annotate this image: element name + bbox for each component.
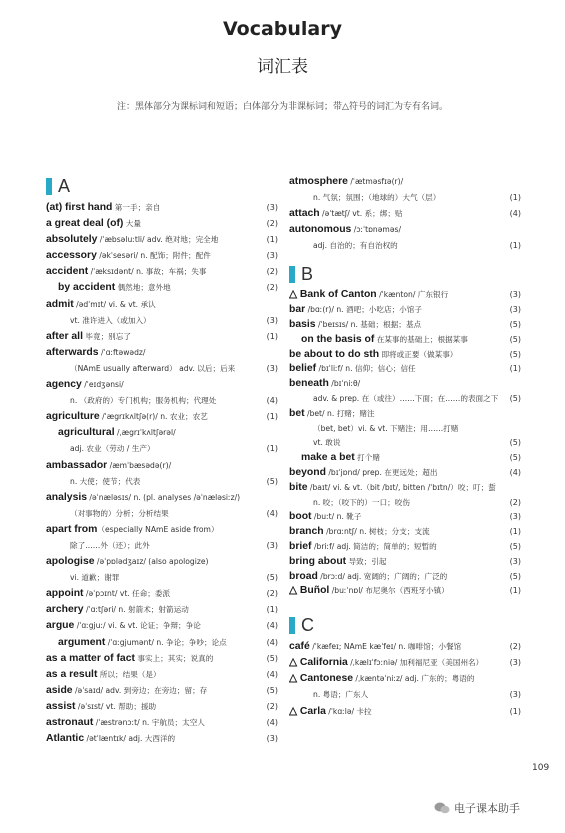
entry-definition: /brɑːntʃ/ n. 树枝；分支；支流 (323, 527, 430, 537)
entry-headword: attach (289, 208, 320, 220)
section-header-a (46, 176, 278, 196)
section-letter: C (301, 614, 314, 635)
entry-definition: n. 大使；使节；代表 (70, 476, 141, 486)
entry-unit: (5) (509, 320, 521, 330)
entry-unit: (2) (509, 642, 521, 652)
entry-unit: (1) (509, 586, 521, 596)
entry-unit: (3) (266, 363, 278, 373)
entry-unit: (3) (509, 556, 521, 566)
entry-headword: beneath (289, 378, 329, 390)
entry-headword: (at) first hand (46, 202, 113, 213)
entry-unit: (1) (509, 527, 521, 537)
entry-headword: on the basis of (301, 333, 375, 345)
entry-headword: autonomous (289, 224, 352, 236)
section-marker-icon (46, 178, 52, 195)
entry-unit: (1) (509, 364, 521, 374)
entry-definition: 事实上；其实；说真的 (134, 653, 214, 663)
entry-headword: △ California (289, 657, 348, 669)
entry-unit: (1) (266, 605, 278, 615)
entry-definition: /ˈkɑːlə/ 卡拉 (325, 706, 372, 716)
vocab-entry (289, 288, 521, 303)
vocab-entry (46, 715, 278, 731)
entry-headword: agriculture (46, 411, 100, 423)
entry-unit: (2) (266, 219, 278, 229)
vocab-entry (289, 555, 521, 570)
entry-definition: /ˈæksɪdənt/ n. 事故；车祸；失事 (88, 267, 207, 277)
entry-unit: (1) (266, 235, 278, 245)
vocab-entry (46, 232, 278, 248)
vocab-entry (289, 639, 521, 655)
entry-headword: beyond (289, 467, 326, 479)
entry-unit: (4) (266, 396, 278, 406)
entry-definition: /ˈɑːtʃəri/ n. 射箭术；射箭运动 (83, 605, 189, 615)
entry-headword: café (289, 641, 310, 653)
entry-unit: (3) (266, 315, 278, 325)
entry-definition: /briːf/ adj. 简洁的；简单的；短暂的 (311, 542, 437, 552)
vocab-entry (46, 377, 278, 393)
vocab-entry (46, 361, 278, 377)
entry-list-b (289, 288, 521, 599)
entry-definition: /ədˈmɪt/ vi. & vt. 承认 (73, 299, 156, 309)
entry-definition: /əˈsɪst/ vt. 帮助；援助 (75, 701, 157, 711)
entry-definition: （NAmE usually afterward） adv. 以后；后来 (70, 363, 236, 373)
entry-headword: appoint (46, 588, 84, 600)
entry-headword: ambassador (46, 459, 108, 471)
vocab-entry (46, 474, 278, 490)
entry-unit: (5) (509, 334, 521, 344)
vocab-entry (46, 570, 278, 586)
entry-headword: apologise (46, 556, 95, 568)
entry-definition: /ɔːˈtɒnəməs/ (351, 225, 401, 235)
entry-unit: (3) (266, 734, 278, 744)
entry-unit: (5) (266, 653, 278, 663)
entry-headword: admit (46, 298, 74, 310)
entry-definition: （bet, bet）vi. & vt. 下赌注；用……打赌 (313, 423, 459, 433)
entry-unit: (3) (509, 305, 521, 315)
wechat-icon (434, 802, 450, 814)
entry-list-a-continued (289, 174, 521, 254)
entry-definition: 打个赌 (354, 453, 380, 463)
entry-headword: argument (58, 636, 106, 648)
entry-definition: vi. 道歉；谢罪 (70, 573, 120, 583)
vocab-entry (46, 216, 278, 232)
entry-definition: /ˈæbsəluːtli/ adv. 绝对地；完全地 (97, 235, 219, 245)
vocab-entry (46, 651, 278, 667)
section-marker-icon (289, 266, 295, 283)
entry-definition: n. 咬；（咬下的）一口；咬伤 (313, 497, 410, 507)
entry-definition: adj. 农业（劳动 / 生产） (70, 444, 155, 454)
left-column (46, 176, 278, 747)
vocab-entry (46, 458, 278, 474)
entry-headword: as a result (46, 668, 98, 680)
entry-definition: /æmˈbæsədə(r)/ (107, 460, 172, 470)
entry-definition: /əˈnæləsɪs/ n. (pl. analyses /əˈnæləsiːz/) (87, 492, 241, 502)
watermark-text: 电子课本助手 (454, 802, 520, 815)
entry-definition: /bɪˈniːθ/ (328, 379, 361, 389)
entry-headword: △ Buñol (289, 585, 330, 597)
entry-definition: /ˈbeɪsɪs/ n. 基础；根据；基点 (315, 320, 422, 330)
entry-unit: (5) (509, 542, 521, 552)
vocab-entry (289, 422, 521, 437)
entry-headword: as a matter of fact (46, 652, 135, 664)
entry-headword: agency (46, 379, 82, 391)
entry-definition: （对事物的）分析；分析结果 (70, 508, 169, 518)
vocab-entry (46, 554, 278, 570)
entry-unit: (2) (266, 267, 278, 277)
section-header-c (289, 615, 521, 635)
entry-headword: assist (46, 700, 76, 712)
entry-unit: (4) (509, 468, 521, 478)
entry-unit: (3) (266, 203, 278, 212)
vocab-entry (289, 671, 521, 687)
vocab-entry (289, 525, 521, 540)
entry-definition: /baɪt/ vi. & vt.（bit /bɪt/, bitten /ˈbɪtn/）咬；叮；蜇 (307, 482, 496, 492)
page-subtitle: 词汇表 (257, 57, 308, 77)
entry-definition: 导致；引起 (346, 556, 387, 566)
vocab-entry (289, 190, 521, 206)
vocab-entry (289, 655, 521, 671)
vocab-entry (289, 238, 521, 254)
vocab-entry (46, 618, 278, 634)
entry-definition: 所以；结果（是） (97, 669, 161, 679)
vocab-entry (289, 392, 521, 407)
vocab-entry (289, 206, 521, 222)
entry-unit: (2) (266, 701, 278, 711)
entry-definition: /əˈtætʃ/ vt. 系；绑；贴 (319, 209, 403, 219)
entry-headword: △ Bank of Canton (289, 289, 377, 301)
entry-unit: (1) (266, 331, 278, 341)
section-letter: A (58, 175, 71, 196)
entry-unit: (4) (266, 718, 278, 727)
entry-unit: (5) (509, 394, 521, 404)
entry-definition: /əˈsaɪd/ adv. 到旁边；在旁边；留；存 (72, 685, 208, 695)
entry-headword: be about to do sth (289, 348, 380, 360)
entry-definition: /ˈætməsfɪə(r)/ (347, 177, 404, 186)
entry-unit: (5) (266, 685, 278, 695)
entry-headword: belief (289, 363, 317, 375)
entry-definition: 除了……外（还）；此外 (70, 540, 150, 550)
entry-unit: (4) (509, 209, 521, 219)
entry-unit: (4) (266, 621, 278, 631)
entry-headword: Atlantic (46, 733, 85, 745)
entry-definition: /ˈægrɪkʌltʃə(r)/ n. 农业；农艺 (99, 412, 208, 422)
entry-definition: vt. 准许进入（或加入） (70, 315, 151, 325)
entry-unit: (2) (509, 497, 521, 507)
entry-headword: after all (46, 330, 83, 342)
vocab-entry (289, 348, 521, 363)
entry-headword: agricultural (58, 427, 115, 439)
entry-definition: /ˈeɪdʒənsi/ (81, 380, 124, 390)
entry-definition: /ˈkæfeɪ; NAmE kæˈfeɪ/ n. 咖啡馆；小餐馆 (309, 642, 462, 652)
entry-definition: 大量 (123, 219, 141, 229)
entry-headword: broad (289, 570, 318, 582)
vocab-entry (289, 377, 521, 392)
entry-definition: （especially NAmE aside from） (97, 524, 219, 534)
vocab-entry (289, 436, 521, 451)
entry-definition: /buːˈnɒl/ 布尼奥尔（西班牙小镇） (329, 586, 449, 596)
section-marker-icon (289, 617, 295, 634)
entry-definition: n. 粤语；广东人 (313, 690, 369, 700)
vocab-entry (289, 540, 521, 555)
vocab-entry (46, 602, 278, 618)
entry-definition: /brɔːd/ adj. 宽阔的；广阔的；广泛的 (317, 571, 448, 581)
vocab-entry (46, 425, 278, 441)
vocab-entry (46, 264, 278, 280)
entry-definition: /bet/ n. 打赌；赌注 (304, 408, 375, 418)
entry-unit: (5) (266, 476, 278, 486)
entry-headword: aside (46, 684, 73, 696)
entry-headword: afterwards (46, 346, 99, 358)
entry-headword: basis (289, 319, 316, 331)
entry-unit: (3) (509, 290, 521, 300)
vocab-entry (289, 407, 521, 422)
vocab-entry (289, 333, 521, 348)
entry-unit: (3) (266, 251, 278, 261)
entry-headword: a great deal (of) (46, 218, 124, 230)
vocab-entry (289, 303, 521, 318)
entry-definition: adv. & prep. 在（或往）……下面；在……的表面之下 (313, 394, 499, 404)
entry-unit: (4) (266, 508, 278, 518)
vocab-entry (46, 731, 278, 747)
entry-headword: brief (289, 541, 312, 553)
vocab-entry (289, 362, 521, 377)
vocab-entry (46, 667, 278, 683)
entry-headword: bet (289, 407, 305, 419)
page-title: Vocabulary (222, 18, 343, 40)
vocab-entry (46, 313, 278, 329)
vocab-entry (46, 409, 278, 425)
entry-definition: /əˈpɒlədʒaɪz/ (also apologize) (94, 557, 209, 567)
entry-unit: (1) (266, 444, 278, 454)
entry-definition: n. （政府的）专门机构；服务机构；代理处 (70, 396, 217, 406)
vocab-entry (46, 329, 278, 345)
entry-definition: n. 气氛；氛围；（地球的）大气（层） (313, 193, 441, 203)
entry-definition: 在某事的基础上；根据某事 (374, 334, 468, 344)
entry-unit: (5) (266, 573, 278, 583)
entry-definition: /ˌkælɪˈfɔːniə/ 加利福尼亚（美国州名） (347, 658, 484, 668)
vocab-entry (46, 280, 278, 296)
entry-headword: bar (289, 304, 306, 316)
entry-unit: (2) (266, 589, 278, 599)
entry-unit: (3) (266, 540, 278, 550)
vocab-entry (289, 687, 521, 703)
entry-definition: /ˈkænton/ 广东银行 (376, 290, 449, 300)
entry-definition: /ˈɑːftəwədz/ (98, 347, 146, 357)
vocab-entry (46, 297, 278, 313)
entry-headword: branch (289, 526, 324, 538)
vocab-entry (46, 683, 278, 699)
entry-unit: (1) (266, 412, 278, 422)
entry-unit: (5) (509, 571, 521, 581)
entry-headword: analysis (46, 491, 88, 503)
entry-unit: (4) (266, 669, 278, 679)
entry-definition: /ˈɑːgjuː/ vi. & vt. 论证；争辩；争论 (74, 621, 201, 631)
vocab-entry (289, 570, 521, 585)
entry-unit: (1) (509, 193, 521, 203)
vocab-entry (289, 451, 521, 466)
entry-unit: (1) (509, 241, 521, 251)
entry-unit: (4) (266, 637, 278, 647)
legend-note: 注：黑体部分为课标词和短语；白体部分为非课标词；带△符号的词汇为专有名词。 (117, 102, 448, 112)
watermark (434, 800, 520, 816)
entry-headword: accessory (46, 250, 97, 262)
entry-definition: vt. 敢说 (313, 438, 341, 448)
entry-definition: 第一手；亲自 (112, 203, 161, 212)
entry-unit: (1) (509, 706, 521, 716)
entry-definition: /ətˈlæntɪk/ adj. 大西洋的 (84, 734, 176, 744)
entry-definition: 偶然地；意外地 (115, 283, 171, 293)
entry-definition: 毕竟；别忘了 (82, 331, 131, 341)
entry-headword: bite (289, 481, 308, 493)
entry-unit: (3) (509, 512, 521, 522)
page-number: 109 (532, 763, 550, 773)
vocab-entry (46, 635, 278, 651)
entry-definition: adj. 自治的；有自治权的 (313, 241, 398, 251)
vocab-entry (46, 200, 278, 216)
entry-definition: 即将或正要（做某事） (379, 349, 458, 359)
entry-unit: (3) (509, 690, 521, 700)
entry-headword: apart from (46, 523, 98, 535)
entry-definition: /buːt/ n. 靴子 (311, 512, 362, 522)
entry-unit: (5) (509, 453, 521, 463)
right-column (289, 174, 521, 720)
vocab-entry (289, 704, 521, 720)
entry-definition: /əkˈsesəri/ n. 配饰；附件；配件 (96, 251, 211, 261)
section-letter: B (301, 263, 314, 284)
entry-headword: astronaut (46, 717, 94, 728)
entry-list-a (46, 200, 278, 747)
entry-unit: (5) (509, 349, 521, 359)
entry-definition: /ˈæstrənɔːt/ n. 宇航员；太空人 (93, 718, 205, 727)
entry-headword: absolutely (46, 234, 98, 246)
entry-definition: /ˌkæntəˈniːz/ adj. 广东的；粤语的 (353, 674, 475, 684)
vocab-entry (289, 174, 521, 190)
vocab-entry (46, 699, 278, 715)
vocab-entry (46, 490, 278, 506)
vocab-entry (289, 481, 521, 496)
entry-list-c (289, 639, 521, 719)
vocab-entry (46, 506, 278, 522)
entry-unit: (3) (509, 658, 521, 668)
entry-unit: (2) (266, 283, 278, 293)
vocab-entry (46, 345, 278, 361)
entry-headword: archery (46, 604, 84, 616)
vocab-entry (46, 393, 278, 409)
vocab-entry (289, 466, 521, 481)
entry-definition: /bɑː(r)/ n. 酒吧；小吃店；小馆子 (305, 305, 422, 315)
entry-headword: atmosphere (289, 176, 348, 187)
entry-definition: /ˌægrɪˈkʌltʃərəl/ (114, 428, 176, 438)
vocab-entry (46, 522, 278, 538)
vocab-entry (46, 248, 278, 264)
vocab-entry (289, 496, 521, 511)
entry-headword: △ Cantonese (289, 673, 353, 685)
vocab-entry (289, 510, 521, 525)
entry-headword: make a bet (301, 452, 355, 464)
entry-headword: by accident (58, 282, 116, 294)
entry-headword: bring about (289, 555, 347, 567)
vocab-entry (289, 584, 521, 599)
vocab-entry (46, 586, 278, 602)
entry-definition: /ˈɑːgjumənt/ n. 争论；争吵；论点 (105, 637, 227, 647)
entry-headword: △ Carla (289, 705, 326, 717)
vocab-entry (46, 538, 278, 554)
entry-unit: (5) (509, 438, 521, 448)
entry-headword: boot (289, 511, 312, 523)
section-header-b (289, 264, 521, 284)
vocab-entry (289, 318, 521, 333)
entry-definition: /bɪˈliːf/ n. 信仰；信心；信任 (316, 364, 416, 374)
vocab-entry (289, 222, 521, 238)
entry-definition: /əˈpɔɪnt/ vt. 任命；委派 (83, 589, 171, 599)
entry-headword: argue (46, 620, 75, 632)
vocab-entry (46, 441, 278, 457)
entry-headword: accident (46, 266, 89, 278)
entry-definition: /bɪˈjɒnd/ prep. 在更远处；超出 (325, 468, 438, 478)
